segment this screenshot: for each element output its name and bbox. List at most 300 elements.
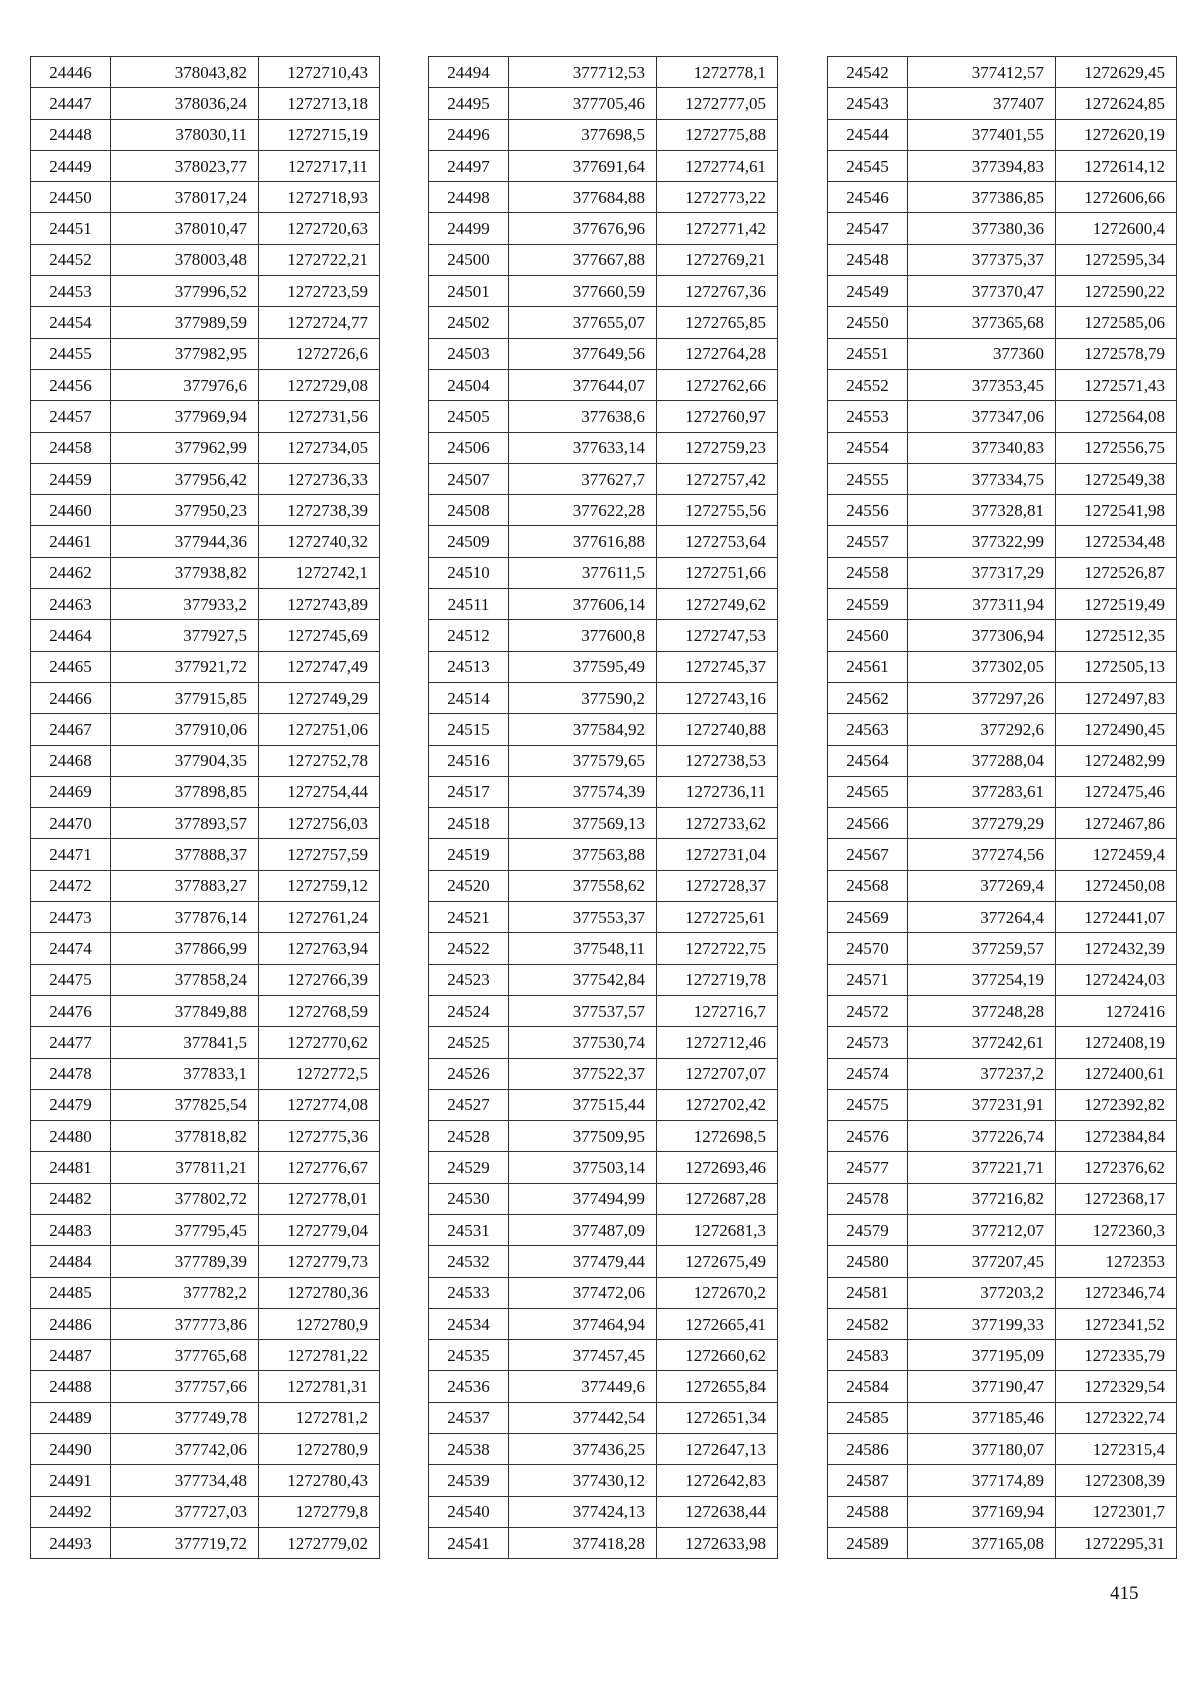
point-number-cell: 24490 <box>31 1434 111 1465</box>
x-coordinate-cell: 377174,89 <box>908 1465 1056 1496</box>
y-coordinate-cell: 1272745,69 <box>259 620 380 651</box>
table-row <box>429 1371 778 1402</box>
table-row <box>31 651 380 682</box>
y-coordinate-cell: 1272740,32 <box>259 526 380 557</box>
point-number-cell: 24517 <box>429 776 509 807</box>
table-row <box>828 839 1177 870</box>
x-coordinate-cell: 377334,75 <box>908 463 1056 494</box>
x-coordinate-cell: 378036,24 <box>111 88 259 119</box>
y-coordinate-cell: 1272779,04 <box>259 1214 380 1245</box>
x-coordinate-cell: 377449,6 <box>509 1371 657 1402</box>
y-coordinate-cell: 1272736,33 <box>259 463 380 494</box>
y-coordinate-cell: 1272614,12 <box>1056 150 1177 181</box>
point-number-cell: 24478 <box>31 1058 111 1089</box>
y-coordinate-cell: 1272512,35 <box>1056 620 1177 651</box>
point-number-cell: 24562 <box>828 682 908 713</box>
table-row <box>429 1527 778 1558</box>
y-coordinate-cell: 1272376,62 <box>1056 1152 1177 1183</box>
point-number-cell: 24510 <box>429 557 509 588</box>
x-coordinate-cell: 377989,59 <box>111 307 259 338</box>
table-row <box>31 57 380 88</box>
y-coordinate-cell: 1272760,97 <box>657 401 778 432</box>
y-coordinate-cell: 1272738,39 <box>259 495 380 526</box>
x-coordinate-cell: 377407 <box>908 88 1056 119</box>
y-coordinate-cell: 1272745,37 <box>657 651 778 682</box>
table-row <box>31 119 380 150</box>
y-coordinate-cell: 1272353 <box>1056 1246 1177 1277</box>
table-row <box>429 714 778 745</box>
x-coordinate-cell: 377684,88 <box>509 182 657 213</box>
x-coordinate-cell: 377789,39 <box>111 1246 259 1277</box>
x-coordinate-cell: 377264,4 <box>908 902 1056 933</box>
y-coordinate-cell: 1272665,41 <box>657 1308 778 1339</box>
y-coordinate-cell: 1272738,53 <box>657 745 778 776</box>
table-row <box>828 745 1177 776</box>
point-number-cell: 24576 <box>828 1121 908 1152</box>
point-number-cell: 24488 <box>31 1371 111 1402</box>
y-coordinate-cell: 1272720,63 <box>259 213 380 244</box>
table-row <box>429 1402 778 1433</box>
x-coordinate-cell: 377888,37 <box>111 839 259 870</box>
table-row <box>828 870 1177 901</box>
table-row <box>828 1246 1177 1277</box>
table-row <box>31 526 380 557</box>
x-coordinate-cell: 377712,53 <box>509 57 657 88</box>
point-number-cell: 24578 <box>828 1183 908 1214</box>
x-coordinate-cell: 378003,48 <box>111 244 259 275</box>
point-number-cell: 24446 <box>31 57 111 88</box>
y-coordinate-cell: 1272780,9 <box>259 1308 380 1339</box>
y-coordinate-cell: 1272341,52 <box>1056 1308 1177 1339</box>
x-coordinate-cell: 377579,65 <box>509 745 657 776</box>
table-row <box>31 1183 380 1214</box>
y-coordinate-cell: 1272774,08 <box>259 1089 380 1120</box>
x-coordinate-cell: 377237,2 <box>908 1058 1056 1089</box>
x-coordinate-cell: 377938,82 <box>111 557 259 588</box>
x-coordinate-cell: 377457,45 <box>509 1340 657 1371</box>
x-coordinate-cell: 377950,23 <box>111 495 259 526</box>
table-row <box>828 682 1177 713</box>
y-coordinate-cell: 1272719,78 <box>657 964 778 995</box>
point-number-cell: 24548 <box>828 244 908 275</box>
y-coordinate-cell: 1272585,06 <box>1056 307 1177 338</box>
y-coordinate-cell: 1272757,42 <box>657 463 778 494</box>
x-coordinate-cell: 377548,11 <box>509 933 657 964</box>
point-number-cell: 24522 <box>429 933 509 964</box>
x-coordinate-cell: 377221,71 <box>908 1152 1056 1183</box>
y-coordinate-cell: 1272731,56 <box>259 401 380 432</box>
point-number-cell: 24464 <box>31 620 111 651</box>
table-row <box>31 1308 380 1339</box>
x-coordinate-cell: 377811,21 <box>111 1152 259 1183</box>
x-coordinate-cell: 377190,47 <box>908 1371 1056 1402</box>
x-coordinate-cell: 377375,37 <box>908 244 1056 275</box>
y-coordinate-cell: 1272301,7 <box>1056 1496 1177 1527</box>
x-coordinate-cell: 377893,57 <box>111 808 259 839</box>
y-coordinate-cell: 1272753,64 <box>657 526 778 557</box>
table-row <box>429 1277 778 1308</box>
point-number-cell: 24569 <box>828 902 908 933</box>
table-row <box>31 776 380 807</box>
y-coordinate-cell: 1272747,53 <box>657 620 778 651</box>
x-coordinate-cell: 377302,05 <box>908 651 1056 682</box>
point-number-cell: 24523 <box>429 964 509 995</box>
y-coordinate-cell: 1272780,9 <box>259 1434 380 1465</box>
point-number-cell: 24450 <box>31 182 111 213</box>
table-row <box>828 1152 1177 1183</box>
x-coordinate-cell: 377782,2 <box>111 1277 259 1308</box>
table-row <box>828 307 1177 338</box>
point-number-cell: 24537 <box>429 1402 509 1433</box>
x-coordinate-cell: 377765,68 <box>111 1340 259 1371</box>
x-coordinate-cell: 377574,39 <box>509 776 657 807</box>
point-number-cell: 24583 <box>828 1340 908 1371</box>
y-coordinate-cell: 1272740,88 <box>657 714 778 745</box>
x-coordinate-cell: 377841,5 <box>111 1027 259 1058</box>
point-number-cell: 24479 <box>31 1089 111 1120</box>
y-coordinate-cell: 1272519,49 <box>1056 589 1177 620</box>
point-number-cell: 24566 <box>828 808 908 839</box>
point-number-cell: 24551 <box>828 338 908 369</box>
y-coordinate-cell: 1272757,59 <box>259 839 380 870</box>
table-row <box>828 276 1177 307</box>
table-row <box>828 902 1177 933</box>
table-row <box>429 57 778 88</box>
point-number-cell: 24475 <box>31 964 111 995</box>
table-row <box>429 589 778 620</box>
x-coordinate-cell: 377207,45 <box>908 1246 1056 1277</box>
table-row <box>429 495 778 526</box>
y-coordinate-cell: 1272776,67 <box>259 1152 380 1183</box>
y-coordinate-cell: 1272763,94 <box>259 933 380 964</box>
x-coordinate-cell: 377279,29 <box>908 808 1056 839</box>
point-number-cell: 24579 <box>828 1214 908 1245</box>
x-coordinate-cell: 377231,91 <box>908 1089 1056 1120</box>
point-number-cell: 24563 <box>828 714 908 745</box>
x-coordinate-cell: 378010,47 <box>111 213 259 244</box>
y-coordinate-cell: 1272774,61 <box>657 150 778 181</box>
point-number-cell: 24515 <box>429 714 509 745</box>
point-number-cell: 24516 <box>429 745 509 776</box>
point-number-cell: 24521 <box>429 902 509 933</box>
point-number-cell: 24458 <box>31 432 111 463</box>
point-number-cell: 24532 <box>429 1246 509 1277</box>
x-coordinate-cell: 377248,28 <box>908 995 1056 1026</box>
point-number-cell: 24587 <box>828 1465 908 1496</box>
y-coordinate-cell: 1272716,7 <box>657 995 778 1026</box>
point-number-cell: 24504 <box>429 369 509 400</box>
table-row <box>429 1183 778 1214</box>
table-row <box>31 1496 380 1527</box>
point-number-cell: 24527 <box>429 1089 509 1120</box>
table-row <box>429 808 778 839</box>
point-number-cell: 24571 <box>828 964 908 995</box>
table-row <box>828 776 1177 807</box>
x-coordinate-cell: 377858,24 <box>111 964 259 995</box>
x-coordinate-cell: 377216,82 <box>908 1183 1056 1214</box>
y-coordinate-cell: 1272742,1 <box>259 557 380 588</box>
x-coordinate-cell: 377360 <box>908 338 1056 369</box>
table-row <box>31 1246 380 1277</box>
table-row <box>429 338 778 369</box>
page-number: 415 <box>1110 1583 1139 1604</box>
x-coordinate-cell: 377996,52 <box>111 276 259 307</box>
y-coordinate-cell: 1272761,24 <box>259 902 380 933</box>
table-row <box>429 651 778 682</box>
point-number-cell: 24570 <box>828 933 908 964</box>
point-number-cell: 24525 <box>429 1027 509 1058</box>
table-row <box>31 1340 380 1371</box>
point-number-cell: 24492 <box>31 1496 111 1527</box>
y-coordinate-cell: 1272722,75 <box>657 933 778 964</box>
point-number-cell: 24466 <box>31 682 111 713</box>
x-coordinate-cell: 377509,95 <box>509 1121 657 1152</box>
x-coordinate-cell: 377742,06 <box>111 1434 259 1465</box>
table-row <box>429 182 778 213</box>
x-coordinate-cell: 377962,99 <box>111 432 259 463</box>
table-row <box>31 338 380 369</box>
y-coordinate-cell: 1272687,28 <box>657 1183 778 1214</box>
x-coordinate-cell: 377569,13 <box>509 808 657 839</box>
point-number-cell: 24558 <box>828 557 908 588</box>
point-number-cell: 24482 <box>31 1183 111 1214</box>
table-row <box>828 557 1177 588</box>
x-coordinate-cell: 377297,26 <box>908 682 1056 713</box>
table-row <box>31 276 380 307</box>
point-number-cell: 24498 <box>429 182 509 213</box>
y-coordinate-cell: 1272647,13 <box>657 1434 778 1465</box>
x-coordinate-cell: 377464,94 <box>509 1308 657 1339</box>
point-number-cell: 24542 <box>828 57 908 88</box>
x-coordinate-cell: 377933,2 <box>111 589 259 620</box>
x-coordinate-cell: 377622,28 <box>509 495 657 526</box>
table-row <box>31 682 380 713</box>
x-coordinate-cell: 377558,62 <box>509 870 657 901</box>
x-coordinate-cell: 377849,88 <box>111 995 259 1026</box>
table-row <box>429 1496 778 1527</box>
x-coordinate-cell: 377322,99 <box>908 526 1056 557</box>
y-coordinate-cell: 1272505,13 <box>1056 651 1177 682</box>
point-number-cell: 24462 <box>31 557 111 588</box>
y-coordinate-cell: 1272432,39 <box>1056 933 1177 964</box>
x-coordinate-cell: 377195,09 <box>908 1340 1056 1371</box>
y-coordinate-cell: 1272595,34 <box>1056 244 1177 275</box>
y-coordinate-cell: 1272717,11 <box>259 150 380 181</box>
y-coordinate-cell: 1272747,49 <box>259 651 380 682</box>
y-coordinate-cell: 1272590,22 <box>1056 276 1177 307</box>
table-row <box>429 1434 778 1465</box>
x-coordinate-cell: 377649,56 <box>509 338 657 369</box>
point-number-cell: 24467 <box>31 714 111 745</box>
x-coordinate-cell: 377691,64 <box>509 150 657 181</box>
y-coordinate-cell: 1272459,4 <box>1056 839 1177 870</box>
y-coordinate-cell: 1272726,6 <box>259 338 380 369</box>
table-row <box>828 526 1177 557</box>
point-number-cell: 24460 <box>31 495 111 526</box>
x-coordinate-cell: 377165,08 <box>908 1527 1056 1558</box>
table-row <box>828 463 1177 494</box>
y-coordinate-cell: 1272715,19 <box>259 119 380 150</box>
point-number-cell: 24574 <box>828 1058 908 1089</box>
y-coordinate-cell: 1272600,4 <box>1056 213 1177 244</box>
y-coordinate-cell: 1272775,36 <box>259 1121 380 1152</box>
y-coordinate-cell: 1272773,22 <box>657 182 778 213</box>
point-number-cell: 24564 <box>828 745 908 776</box>
point-number-cell: 24513 <box>429 651 509 682</box>
table-row <box>31 1527 380 1558</box>
x-coordinate-cell: 377317,29 <box>908 557 1056 588</box>
table-row <box>828 1434 1177 1465</box>
point-number-cell: 24502 <box>429 307 509 338</box>
y-coordinate-cell: 1272762,66 <box>657 369 778 400</box>
point-number-cell: 24497 <box>429 150 509 181</box>
x-coordinate-cell: 377503,14 <box>509 1152 657 1183</box>
point-number-cell: 24556 <box>828 495 908 526</box>
table-row <box>31 933 380 964</box>
x-coordinate-cell: 377705,46 <box>509 88 657 119</box>
y-coordinate-cell: 1272441,07 <box>1056 902 1177 933</box>
x-coordinate-cell: 377436,25 <box>509 1434 657 1465</box>
point-number-cell: 24536 <box>429 1371 509 1402</box>
x-coordinate-cell: 377719,72 <box>111 1527 259 1558</box>
table-row <box>828 150 1177 181</box>
y-coordinate-cell: 1272780,36 <box>259 1277 380 1308</box>
point-number-cell: 24552 <box>828 369 908 400</box>
point-number-cell: 24506 <box>429 432 509 463</box>
x-coordinate-cell: 377818,82 <box>111 1121 259 1152</box>
point-number-cell: 24541 <box>429 1527 509 1558</box>
y-coordinate-cell: 1272556,75 <box>1056 432 1177 463</box>
point-number-cell: 24494 <box>429 57 509 88</box>
y-coordinate-cell: 1272734,05 <box>259 432 380 463</box>
point-number-cell: 24507 <box>429 463 509 494</box>
table-row <box>429 839 778 870</box>
x-coordinate-cell: 377430,12 <box>509 1465 657 1496</box>
y-coordinate-cell: 1272749,29 <box>259 682 380 713</box>
x-coordinate-cell: 377833,1 <box>111 1058 259 1089</box>
x-coordinate-cell: 377370,47 <box>908 276 1056 307</box>
y-coordinate-cell: 1272295,31 <box>1056 1527 1177 1558</box>
table-row <box>31 213 380 244</box>
table-row <box>429 870 778 901</box>
x-coordinate-cell: 377606,14 <box>509 589 657 620</box>
x-coordinate-cell: 377910,06 <box>111 714 259 745</box>
table-row <box>31 808 380 839</box>
point-number-cell: 24465 <box>31 651 111 682</box>
point-number-cell: 24526 <box>429 1058 509 1089</box>
table-row <box>429 1152 778 1183</box>
table-row <box>31 557 380 588</box>
point-number-cell: 24509 <box>429 526 509 557</box>
table-row <box>828 1277 1177 1308</box>
table-row <box>828 651 1177 682</box>
y-coordinate-cell: 1272392,82 <box>1056 1089 1177 1120</box>
point-number-cell: 24549 <box>828 276 908 307</box>
x-coordinate-cell: 377311,94 <box>908 589 1056 620</box>
x-coordinate-cell: 377380,36 <box>908 213 1056 244</box>
x-coordinate-cell: 377353,45 <box>908 369 1056 400</box>
y-coordinate-cell: 1272765,85 <box>657 307 778 338</box>
y-coordinate-cell: 1272759,12 <box>259 870 380 901</box>
y-coordinate-cell: 1272769,21 <box>657 244 778 275</box>
table-row <box>31 714 380 745</box>
table-row <box>31 1277 380 1308</box>
point-number-cell: 24514 <box>429 682 509 713</box>
point-number-cell: 24456 <box>31 369 111 400</box>
y-coordinate-cell: 1272400,61 <box>1056 1058 1177 1089</box>
point-number-cell: 24524 <box>429 995 509 1026</box>
y-coordinate-cell: 1272606,66 <box>1056 182 1177 213</box>
x-coordinate-cell: 377638,6 <box>509 401 657 432</box>
y-coordinate-cell: 1272633,98 <box>657 1527 778 1558</box>
point-number-cell: 24567 <box>828 839 908 870</box>
x-coordinate-cell: 377590,2 <box>509 682 657 713</box>
point-number-cell: 24559 <box>828 589 908 620</box>
table-row <box>429 1465 778 1496</box>
table-row <box>429 432 778 463</box>
y-coordinate-cell: 1272638,44 <box>657 1496 778 1527</box>
table-row <box>31 995 380 1026</box>
y-coordinate-cell: 1272408,19 <box>1056 1027 1177 1058</box>
y-coordinate-cell: 1272780,43 <box>259 1465 380 1496</box>
y-coordinate-cell: 1272723,59 <box>259 276 380 307</box>
point-number-cell: 24493 <box>31 1527 111 1558</box>
point-number-cell: 24518 <box>429 808 509 839</box>
y-coordinate-cell: 1272718,93 <box>259 182 380 213</box>
y-coordinate-cell: 1272707,07 <box>657 1058 778 1089</box>
table-row <box>828 1465 1177 1496</box>
point-number-cell: 24589 <box>828 1527 908 1558</box>
point-number-cell: 24471 <box>31 839 111 870</box>
table-row <box>31 902 380 933</box>
y-coordinate-cell: 1272534,48 <box>1056 526 1177 557</box>
y-coordinate-cell: 1272775,88 <box>657 119 778 150</box>
point-number-cell: 24472 <box>31 870 111 901</box>
table-row <box>828 1214 1177 1245</box>
x-coordinate-cell: 377627,7 <box>509 463 657 494</box>
point-number-cell: 24572 <box>828 995 908 1026</box>
y-coordinate-cell: 1272424,03 <box>1056 964 1177 995</box>
point-number-cell: 24477 <box>31 1027 111 1058</box>
table-row <box>31 463 380 494</box>
point-number-cell: 24485 <box>31 1277 111 1308</box>
table-row <box>31 401 380 432</box>
y-coordinate-cell: 1272712,46 <box>657 1027 778 1058</box>
x-coordinate-cell: 377274,56 <box>908 839 1056 870</box>
x-coordinate-cell: 377773,86 <box>111 1308 259 1339</box>
table-row <box>828 88 1177 119</box>
point-number-cell: 24511 <box>429 589 509 620</box>
y-coordinate-cell: 1272778,01 <box>259 1183 380 1214</box>
y-coordinate-cell: 1272772,5 <box>259 1058 380 1089</box>
x-coordinate-cell: 377365,68 <box>908 307 1056 338</box>
x-coordinate-cell: 377644,07 <box>509 369 657 400</box>
x-coordinate-cell: 377898,85 <box>111 776 259 807</box>
y-coordinate-cell: 1272743,89 <box>259 589 380 620</box>
x-coordinate-cell: 377927,5 <box>111 620 259 651</box>
table-row <box>31 1089 380 1120</box>
table-row <box>429 1214 778 1245</box>
y-coordinate-cell: 1272651,34 <box>657 1402 778 1433</box>
x-coordinate-cell: 377226,74 <box>908 1121 1056 1152</box>
point-number-cell: 24573 <box>828 1027 908 1058</box>
table-row <box>429 933 778 964</box>
y-coordinate-cell: 1272778,1 <box>657 57 778 88</box>
point-number-cell: 24531 <box>429 1214 509 1245</box>
table-row <box>31 495 380 526</box>
y-coordinate-cell: 1272482,99 <box>1056 745 1177 776</box>
point-number-cell: 24520 <box>429 870 509 901</box>
